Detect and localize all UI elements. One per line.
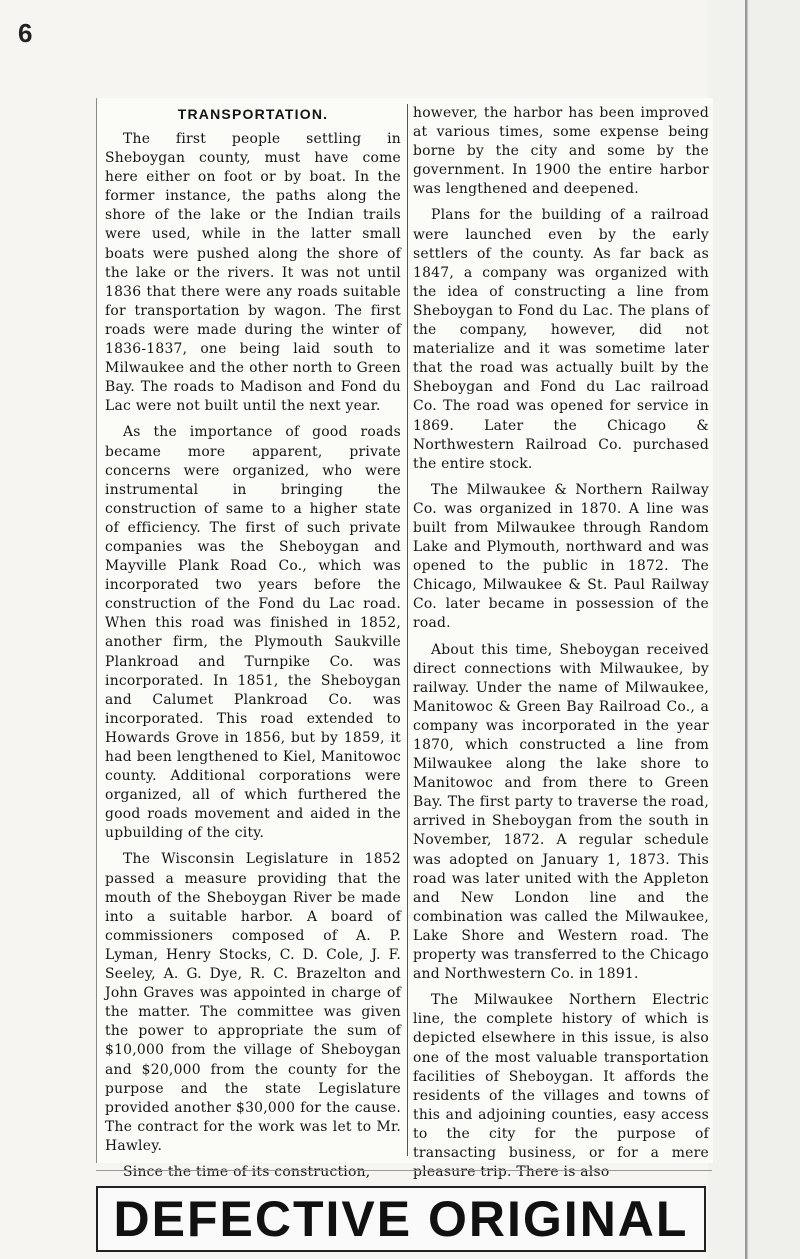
paragraph-continuation: however, the harbor has been improved at various times, some expense being borne by the city and some by the government. In 1900 the entire harbor was lengthened and deepened. xyxy=(413,105,709,198)
paragraph: Plans for the building of a railroad were launched even by the early settlers of the county. As far back as 1847, a company was organized with the idea of constructing a line from Sheboygan to Fond du Lac. The plans of the company, however, did not materialize and it was sometime later that the road was actually built by the Sheboygan and Fond du Lac railroad Co. The road was opened for service in 1869. Later the Chicago & Northwestern Railroad Co. purchased the entire stock. xyxy=(413,207,709,472)
defective-original-stamp: DEFECTIVE ORIGINAL xyxy=(96,1186,706,1252)
page-number: 6 xyxy=(18,18,33,48)
paragraph: About this time, Sheboygan received direct connections with Milwaukee, by railway. Under the name of Milwaukee, Manitowoc & Green Bay Railroad Co., a company was incorporated in the year 1870, which constructed a line from Milwaukee along the lake shore to Manitowoc and from there to Green Bay. The first party to traverse the road, arrived in Sheboygan from the south in November, 1872. A regular schedule was adopted on January 1, 1873. This road was later united with the Appleton and New London line and the combination was called the Milwaukee, Lake Shore and Western road. The property was transferred to the Chicago and Northwestern Co. in 1891. xyxy=(413,641,709,983)
right-column xyxy=(407,104,709,1181)
paragraph: The Milwaukee Northern Electric line, the complete history of which is depicted elsewhere in this issue, is also one of the most valuable transportation facilities of Sheboygan. It affords the residents of the villages and towns of this and adjoining counties, easy access to the city for the purpose of transacting business, or for a mere pleasure trip. There is also xyxy=(413,992,709,1181)
paragraph: The Milwaukee & Northern Railway Co. was organized in 1870. A line was built from Milwaukee through Random Lake and Plymouth, northward and was opened to the public in 1872. The Chicago, Milwaukee & St. Paul Railway Co. later became in possession of the road. xyxy=(413,481,709,632)
paragraph: The Wisconsin Legislature in 1852 passed a measure providing that the mouth of the Sheboygan River be made into a suitable harbor. A board of commissioners composed of A. P. Lyman, Henry Stocks, C. D. Cole, J. F. Seeley, A. G. Dye, R. C. Brazelton and John Graves was appointed in charge of the matter. The committee was given the power to appropriate the sum of $10,000 from the village of Sheboygan and $20,000 from the county for the purpose and the state Legislature provided another $30,000 for the cause. The contract for the work was let to Mr. Hawley. xyxy=(105,851,401,1154)
scan-edge xyxy=(708,0,800,1259)
article-headline: TRANSPORTATION. xyxy=(177,106,329,122)
paragraph: As the importance of good roads became more apparent, private concerns were organized, who were instrumental in bringing the construction of same to a higher state of efficiency. The first of such private companies was the Sheboygan and Mayville Plank Road Co., which was incorporated two years before the construction of the Fond du Lac road. When this road was finished in 1852, another firm, the Plymouth Saukville Plankroad and Turnpike Co. was incorporated. In 1851, the Sheboygan and Calumet Plankroad Co. was incorporated. This road extended to Howards Grove in 1856, but by 1859, it had been lengthened to Kiel, Manitowoc county. Additional corporations were organized, all of which furthered the good roads movement and aided in the upbuilding of the city. xyxy=(105,424,401,842)
left-column xyxy=(105,104,401,1180)
paragraph: Since the time of its construction, xyxy=(123,1163,371,1180)
clipping-bottom-rule xyxy=(96,1170,712,1171)
newspaper-clipping xyxy=(96,98,713,1181)
paragraph: The first people settling in Sheboygan county, must have come here either on foot or by boat. In the former instance, the paths along the shore of the lake or the Indian trails were used, while in the latter small boats were pushed along the shore of the lake or the rivers. It was not until 1836 that there were any roads suitable for transportation by wagon. The first roads were made during the winter of 1836-1837, one being laid south to Milwaukee and the other north to Green Bay. The roads to Madison and Fond du Lac were not built until the next year. xyxy=(105,131,401,415)
